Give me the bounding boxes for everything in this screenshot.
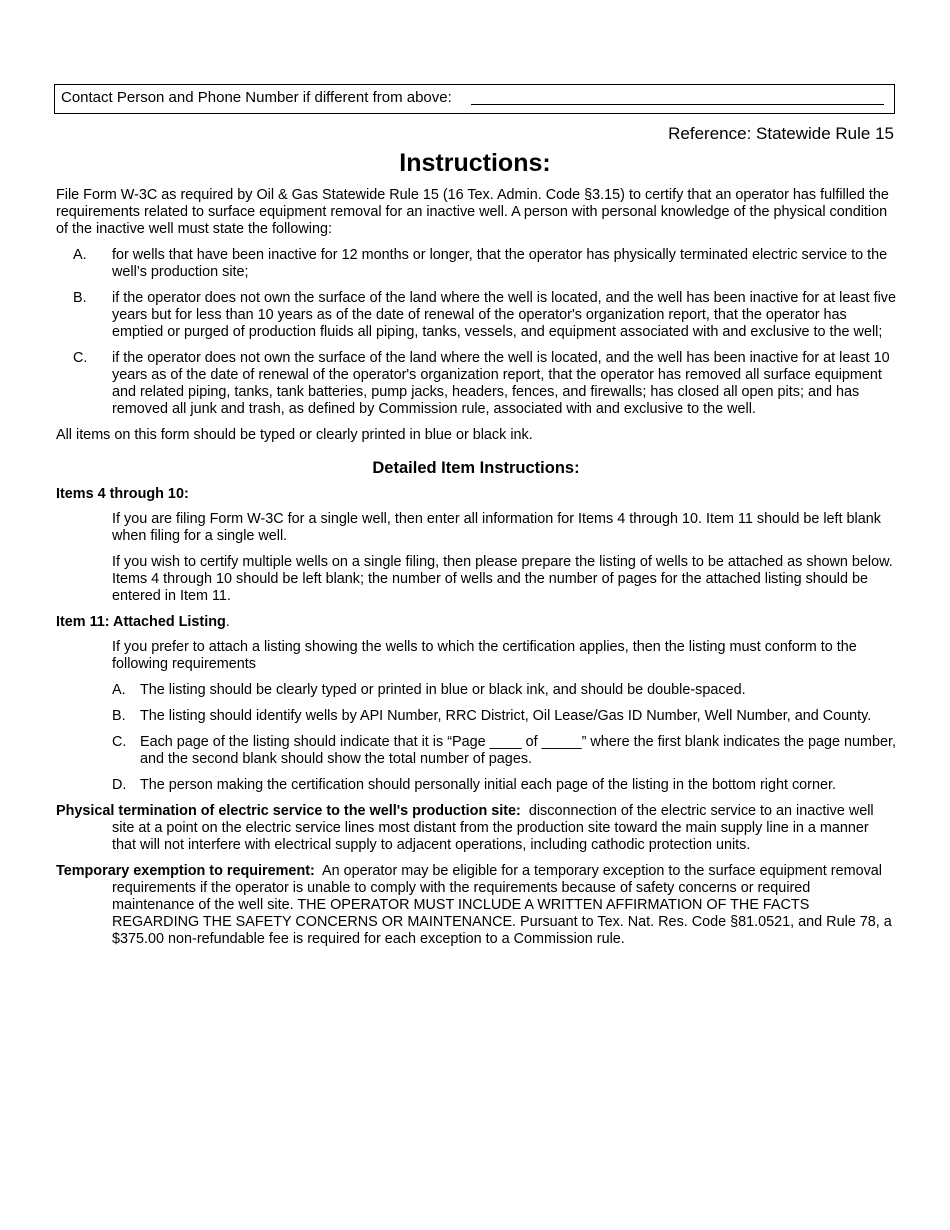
items-4-10-label: Items 4 through 10: [56, 486, 189, 502]
items-4-10-para1: If you are filing Form W-3C for a single well, then enter all information for Items 4 through 10. Item 11 should be left blank when filing for a single well. [112, 511, 881, 544]
statement-letter: B. [73, 290, 87, 306]
requirement-item [56, 682, 896, 699]
requirement-text: The listing should identify wells by API Number, RRC District, Oil Lease/Gas ID Number, Well Number, and County. [140, 708, 872, 724]
requirement-text: The person making the certification should personally initial each page of the listing in the bottom right corner. [140, 777, 836, 793]
requirement-item [56, 777, 896, 794]
statement-item [56, 290, 896, 341]
contact-field-line[interactable] [471, 104, 884, 105]
temporary-exemption-text: An operator may be eligible for a temporary exception to the surface equipment removal requirements if the operator is unable to comply with the requirements because of safety concerns or required maintenance of the well site. THE OPERATOR MUST INCLUDE A WRITTEN AFFIRMATION OF THE FACTS REGARDING THE SAFETY CONCERNS OR MAINTENANCE. Pursuant to Tex. Nat. Res. Code §81.0521, and Rule 78, a $375.00 non-refundable fee is required for each exception to a Commission rule. [112, 863, 892, 947]
ink-note: All items on this form should be typed or clearly printed in blue or black ink. [56, 427, 533, 443]
item-11-heading [56, 614, 896, 631]
requirement-text: The listing should be clearly typed or printed in blue or black ink, and should be double-spaced. [140, 682, 746, 698]
page-title: Instructions: [399, 149, 551, 177]
requirement-text: Each page of the listing should indicate that it is “Page ____ of _____” where the first blank indicates the page number, and the second blank should show the total number of pages. [140, 734, 896, 767]
statement-item [56, 350, 896, 418]
item-11-para: If you prefer to attach a listing showing the wells to which the certification applies, then the listing must conform to the following requirements [112, 639, 857, 672]
reference: Reference: Statewide Rule 15 [668, 124, 894, 143]
statement-letter: C. [73, 350, 88, 366]
temporary-exemption-definition [56, 863, 896, 948]
contact-box [54, 84, 895, 114]
temporary-exemption-label: Temporary exemption to requirement: [56, 863, 315, 879]
item-11-label-suffix: . [225, 614, 230, 630]
instructions-body [56, 187, 896, 957]
requirement-letter: A. [112, 682, 126, 698]
physical-termination-label: Physical termination of electric service to the well's production site: [56, 803, 521, 819]
requirement-item [56, 734, 896, 768]
statement-item [56, 247, 896, 281]
physical-termination-definition [56, 803, 896, 854]
item-11-label: Item 11: Attached Listing [56, 614, 226, 630]
detailed-heading: Detailed Item Instructions: [372, 459, 580, 477]
intro-paragraph: File Form W-3C as required by Oil & Gas Statewide Rule 15 (16 Tex. Admin. Code §3.15) to certify that an operator has fulfilled the requirements related to surface equipment removal for an inactive well. A person with personal knowledge of the physical condition of the inactive well must state the following: [56, 187, 889, 237]
statement-text: if the operator does not own the surface of the land where the well is located, and the well has been inactive for at least five years but for less than 10 years as of the date of renewal of the operator's organization report, that the operator has emptied or purged of production fluids all piping, tanks, vessels, and equipment associated with and exclusive to the well; [112, 290, 896, 340]
statement-text: if the operator does not own the surface of the land where the well is located, and the well has been inactive for at least 10 years as of the date of renewal of the operator's organization report, that the operator has removed all surface equipment and related piping, tanks, tank batteries, pump jacks, headers, fences, and firewalls; has closed all open pits; and has removed all junk and trash, as defined by Commission rule, associated with and exclusive to the well. [112, 350, 890, 417]
statement-text: for wells that have been inactive for 12 months or longer, that the operator has physically terminated electric service to the well’s production site; [112, 247, 888, 280]
requirement-item [56, 708, 896, 725]
physical-termination-text: disconnection of the electric service to an inactive well site at a point on the electric service lines most distant from the production site toward the main supply line in a manner that will not interfere with electrical supply to adjacent operations, including cathodic protection units. [112, 803, 874, 853]
requirement-letter: D. [112, 777, 127, 793]
requirement-letter: C. [112, 734, 127, 750]
contact-label: Contact Person and Phone Number if different from above: [61, 89, 452, 106]
statement-letter: A. [73, 247, 87, 263]
items-4-10-para2: If you wish to certify multiple wells on a single filing, then please prepare the listing of wells to be attached as shown below. Items 4 through 10 should be left blank; the number of wells and the number of pages for the attached listing should be entered in Item 11. [112, 554, 893, 604]
requirement-letter: B. [112, 708, 126, 724]
